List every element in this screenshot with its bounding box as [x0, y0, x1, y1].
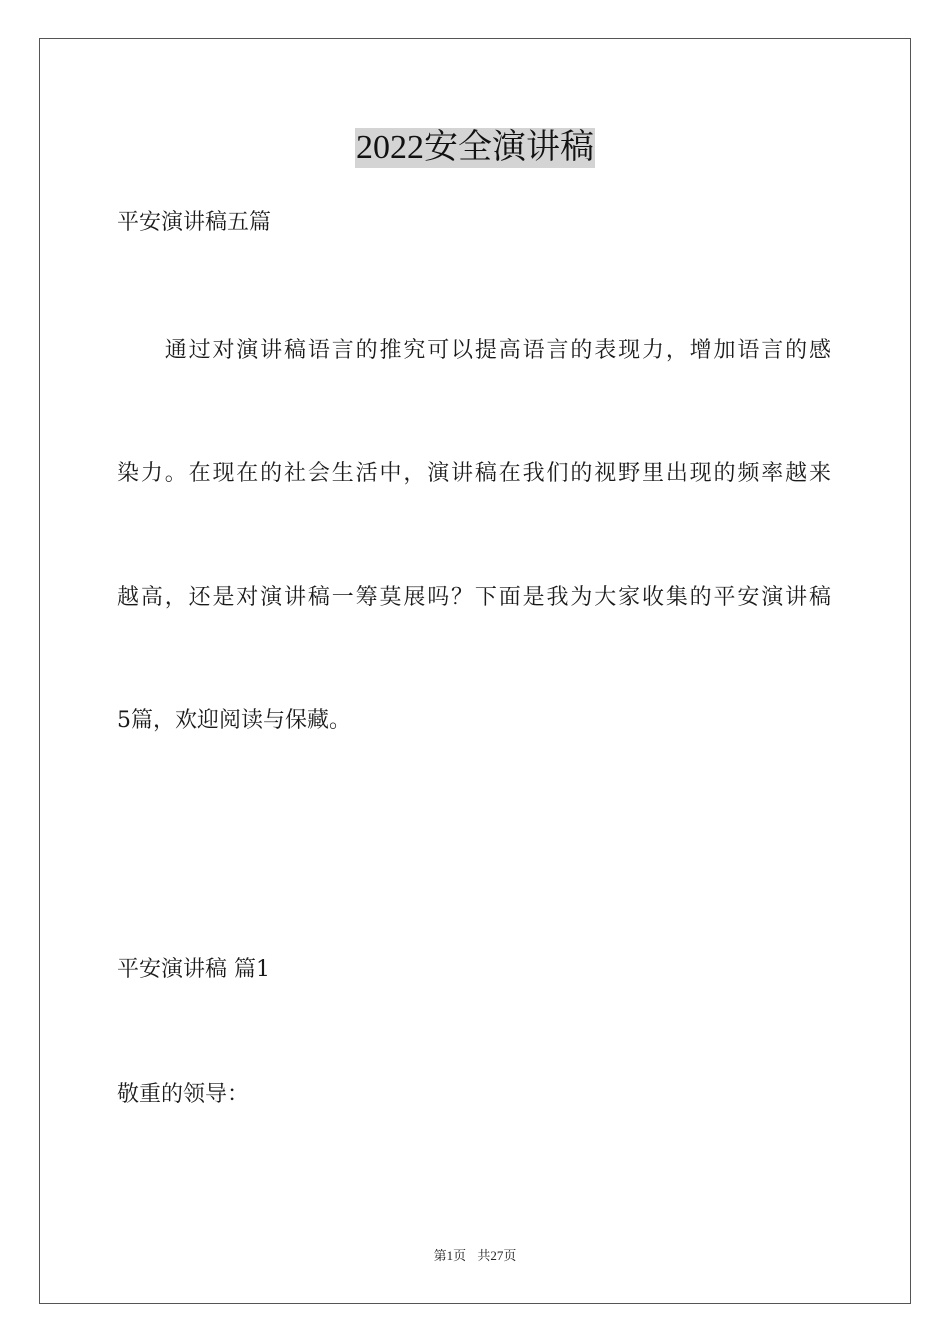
document-title[interactable]: 2022安全演讲稿: [356, 129, 594, 166]
intro-paragraph-line-2[interactable]: 染力。在现在的社会生活中，演讲稿在我们的视野里出现的频率越来: [117, 461, 831, 486]
intro-paragraph-line-3[interactable]: 越高，还是对演讲稿一筹莫展吗？下面是我为大家收集的平安演讲稿: [117, 585, 831, 610]
greeting-line[interactable]: 敬重的领导：: [117, 1082, 250, 1107]
page-number-total: 共27页: [477, 1248, 517, 1263]
intro-paragraph-line-1[interactable]: 通过对演讲稿语言的推究可以提高语言的表现力，增加语言的感: [117, 338, 831, 363]
page-footer: [0, 1248, 950, 1264]
title-container: [0, 128, 950, 168]
document-subtitle[interactable]: 平安演讲稿五篇: [117, 210, 272, 235]
section-heading[interactable]: 平安演讲稿 篇1: [117, 957, 270, 982]
page-number-current: 第1页: [433, 1248, 467, 1263]
intro-paragraph-line-4[interactable]: 5篇，欢迎阅读与保藏。: [117, 708, 351, 733]
